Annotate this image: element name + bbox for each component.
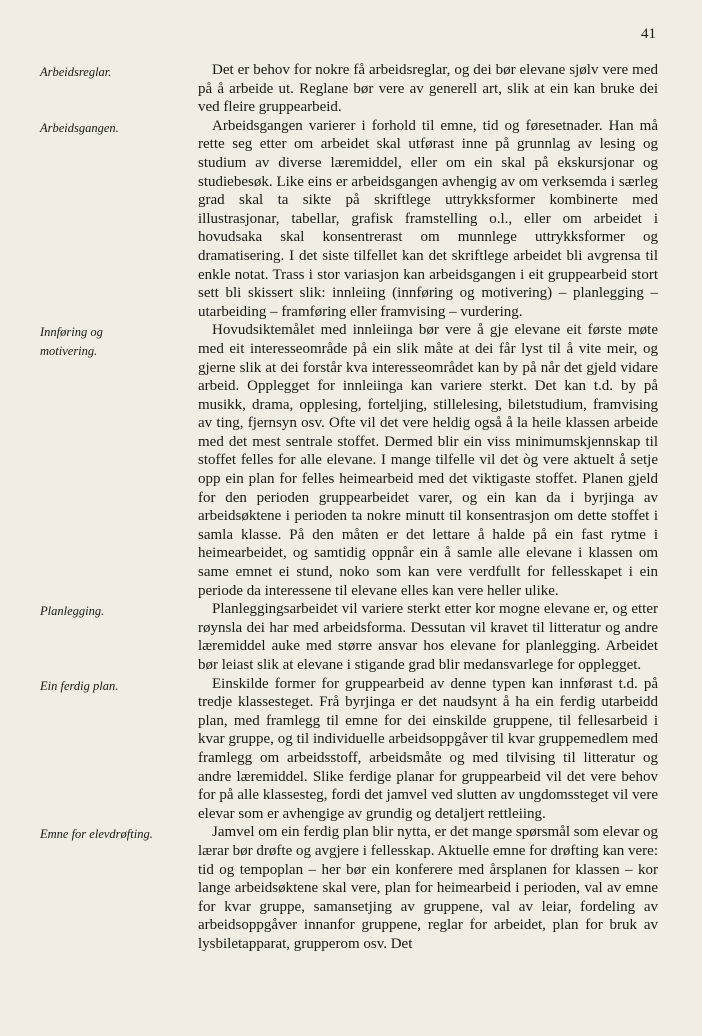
paragraph: Hovudsiktemålet med innleiinga bør vere å gje elevane eit første møte med eit interesseområde på ein slik måte at dei får lyst til å vite meir, og gjerne slik at dei forstår kva interesseområdet kan by på når det gjeld vidare arbeid. Opplegget for innleiinga kan variere sterkt. Det kan t.d. by på musikk, drama, opplesing, forteljing, stillelesing, biletstudium, framvising av ting, fjernsyn osv. Ofte vil det vere heldig også å la heile klassen arbeide med det mest sentrale stoffet. Dermed blir ein viss minimumskjennskap til stoffet felles for alle elevane. I mange tilfelle vil det òg vere aktuelt å setje opp ein plan for felles heimearbeid med det viktigaste stoffet. Planen gjeld for den perioden gruppearbeidet varer, og ein kan da i byrjinga av arbeidsøktene i perioden ta nokre minutt til konsentrasjon om dette stoffet i samla klasse. På den måten er det lettare å halde på ein fast rytme i heimearbeidet, og samtidig oppnår ein å samle alle elevane i klassen om same emnet ei stund, noko som kan vere verdfullt for fellesskapet i ein periode da interessene til elevane elles kan vere heller ulike.: [198, 322, 658, 599]
paragraph: Arbeidsgangen varierer i forhold til emne, tid og føresetnader. Han må rette seg etter om arbeidet skal utførast inne på grunnlag av lesing og studium av diverse læremiddel, eller om ein skal på ekskursjonar og studiebesøk. Like eins er arbeidsgangen avhengig av om verksemda i særleg grad skal ta sikte på skriftlege uttrykksformer kombinerte med illustrasjonar, tabellar, grafisk framstelling o.l., eller om arbeidet i hovudsaka skal konsentrerast om munnlege uttrykksformer og dramatisering. I det siste tilfellet kan det skriftlege arbeidet bli avgrensa til enkle notat. Trass i stor variasjon kan arbeidsgangen i eit gruppearbeid stort sett bli skissert slik: innleiing (innføring og motivering) – planlegging – utarbeiding – framføring eller framvising – vurdering.: [198, 117, 658, 320]
paragraph: Planleggingsarbeidet vil variere sterkt etter kor mogne elevane er, og etter røynsla dei har med arbeidsforma. Dessutan vil kravet til litteratur og andre læremiddel auke med større ansvar hos elevane for planlegging. Arbeidet bør leiast slik at elevane i stigande grad blir medansvarlege for opplegget.: [198, 601, 658, 673]
section-planlegging: [40, 600, 670, 674]
margin-heading-line: Planlegging.: [40, 604, 105, 619]
margin-heading-line: Arbeidsgangen.: [40, 120, 119, 135]
section-innforing: [40, 321, 670, 600]
paragraph: Einskilde former for gruppearbeid av denne typen kan innførast t.d. på tredje klassesteget. Frå byrjinga er det naudsynt å ha ein ferdig utarbeidd plan, med framlegg til emne for dei einskilde gruppene, til fellesarbeid i kvar gruppe, og til individuelle arbeidsoppgåver til kvar gruppemedlem med framlegg om arbeidsstoff, arbeidsmåte og med tilvising til litteratur og andre læremiddel. Slike ferdige planar for gruppearbeid vil det vere behov for på alle klassesteg, fordi det jamvel ved slutten av ungdomssteget vil vere elevar som er avhengige av grundig og detaljert rettleiing.: [198, 675, 658, 822]
section-arbeidsgangen: [40, 117, 670, 322]
section-elevdrofting: [40, 823, 670, 953]
section-arbeidsreglar: [40, 61, 670, 117]
page-content: [40, 61, 670, 954]
paragraph: Det er behov for nokre få arbeidsreglar, og dei bør elevane sjølv vere med på å arbeide ut. Reglane bør vere av generell art, slik at ein kan bruke dei ved fleire gruppearbeid.: [198, 62, 658, 116]
page-number: 41: [641, 26, 656, 42]
margin-heading: [40, 321, 198, 360]
margin-heading: [40, 117, 198, 138]
margin-heading: [40, 675, 198, 696]
margin-heading-line: Emne for elevdrøfting.: [40, 827, 153, 842]
paragraph: Jamvel om ein ferdig plan blir nytta, er det mange spørsmål som elevar og lærar bør drøfte og avgjere i fellesskap. Aktuelle emne for drøfting kan vere: tid og tempoplan – her bør ein konferere med årsplanen for klassen – kor lange arbeidsøktene skal vere, plan for heimearbeid i perioden, val av emne for kvar gruppe, samansetjing av gruppene, val av leiar, fordeling av arbeidsoppgåver innanfor gruppene, reglar for arbeidet, plan for bruk av lysbiletapparat, grupperom osv. Det: [198, 824, 658, 952]
margin-heading: [40, 61, 198, 82]
margin-heading-line: Ein ferdig plan.: [40, 678, 119, 693]
margin-heading-line: motivering.: [40, 343, 98, 358]
margin-heading-line: Arbeidsreglar.: [40, 65, 112, 79]
margin-heading: [40, 600, 198, 621]
margin-heading: [40, 823, 198, 844]
section-ferdig-plan: [40, 675, 670, 824]
margin-heading-line: Innføring og: [40, 325, 103, 340]
